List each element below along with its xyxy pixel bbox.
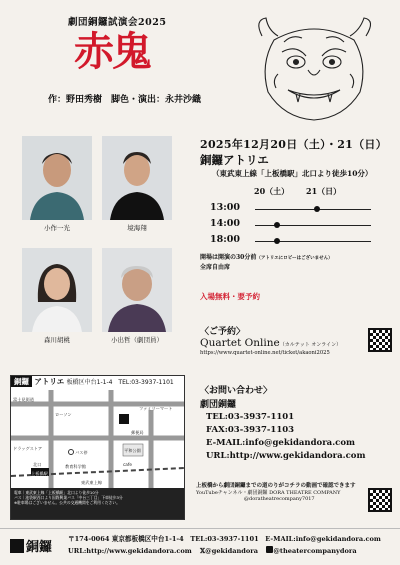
map-address: 板橋区中台1-1-4 TEL:03-3937-1101 [66, 379, 174, 386]
reservation-service [200, 337, 341, 349]
open-note [200, 252, 333, 261]
seating-note: 全席自由席 [200, 264, 231, 271]
landmark-cafe: cafe [123, 462, 132, 467]
schedule-mark-20-1400 [274, 222, 280, 228]
schedule-day-header-2: 21（日） [306, 186, 342, 196]
schedule-row-line-2 [255, 225, 371, 226]
landmark-familymart: ファミリーマート [139, 406, 173, 411]
footer-logo-text: 銅鑼 [26, 540, 53, 555]
youtube-channel: YouTubeチャンネル・劇団銅鑼 DORA THEATRE COMPANY [196, 490, 341, 496]
reservation-heading: 〈ご予約〉 [200, 327, 246, 337]
schedule-mark-20-1800 [274, 238, 280, 244]
cast-name-3: 森川胡桃 [44, 336, 70, 344]
landmark-lawson: ローソン [55, 412, 72, 417]
footer-x-handle[interactable]: @gekidandora [205, 547, 259, 555]
schedule-row-line-1 [255, 209, 371, 210]
map-note-bus: バス｜池袋駅西口より国際興業バス「中台三丁目」下車徒歩3分 [14, 495, 123, 501]
footer-links-line [68, 546, 357, 555]
landmark-drugstore: ドラッグストア [13, 446, 43, 451]
landmark-post-office: 郵便局 [131, 430, 144, 435]
schedule-time-3: 18:00 [210, 234, 240, 245]
event-access: （東武東上線「上板橋駅」北口より徒歩10分） [212, 169, 373, 178]
map-logo: 銅鑼 [11, 376, 32, 387]
inquiry-email[interactable]: E-MAIL:info@gekidandora.com [206, 438, 355, 448]
reservation-service-kana: （カルテット オンライン） [279, 342, 342, 348]
cast-name-1: 小作一光 [44, 224, 70, 232]
cast-photo-2 [102, 136, 172, 220]
play-title: 赤鬼 [74, 28, 150, 75]
cast-photo-1 [22, 136, 92, 220]
inquiry-name: 劇団銅鑼 [200, 400, 237, 410]
inquiry-heading: 〈お問い合わせ〉 [200, 386, 273, 396]
reservation-url[interactable]: https://www.quartet-online.net/ticket/akaoni2025 [200, 350, 330, 356]
youtube-handle: @doratheatrecompany7017 [244, 496, 315, 502]
footer-url[interactable]: URL:http://www.gekidandora.com [68, 547, 192, 555]
cast-name-2: 境海翔 [127, 224, 147, 232]
cast-photo-4 [102, 248, 172, 332]
landmark-park: 平和公園 [124, 448, 141, 453]
access-map [10, 375, 185, 520]
cast-name-4: 小出哲（劇団員） [111, 336, 163, 344]
admission-note: 入場無料・要予約 [200, 292, 260, 301]
map-note-train: 電車｜東武東上線「上板橋駅」北口より徒歩10分 [14, 490, 99, 495]
youtube-note: 上板橋から劇団銅鑼までの道のりがコチラの動画で確認できます [196, 483, 356, 489]
landmark-bus-stop: バス停 [75, 450, 88, 455]
logo-mark-icon [10, 539, 24, 553]
schedule-row-line-3 [255, 241, 371, 242]
map-notes [11, 488, 184, 519]
event-venue: 銅鑼アトリエ [200, 153, 269, 167]
landmark-science-museum: 教育科学館 [65, 464, 86, 469]
schedule-mark-21-1300 [314, 206, 320, 212]
landmark-north-exit: 北口 [33, 462, 42, 467]
inquiry-tel: TEL:03-3937-1101 [206, 412, 295, 422]
map-drawing [11, 390, 184, 488]
footer-address-line: 〒174-0064 東京都板橋区中台1-1-4 TEL:03-3937-1101 E-MAIL:info@gekidandora.com [68, 535, 381, 543]
footer-facebook-handle[interactable]: @theatercompanydora [273, 547, 357, 555]
map-label: アトリエ [34, 377, 65, 386]
reservation-qr-code[interactable] [368, 328, 392, 352]
oni-mask-illustration [244, 14, 384, 124]
schedule-day-header-1: 20（土） [254, 186, 290, 196]
troupe-event: 劇団銅鑼試演会2025 [68, 17, 167, 28]
x-icon: 𝕏 [200, 547, 206, 555]
landmark-railway: 東武東上線 [81, 480, 102, 485]
youtube-qr-code[interactable] [368, 488, 392, 512]
cast-photo-3 [22, 248, 92, 332]
open-note-main: 開場は開演の30分前 [200, 254, 257, 261]
reservation-service-name: Quartet Online [200, 337, 280, 349]
landmark-station: 上板橋駅 [31, 471, 48, 476]
event-date: 2025年12月20日（土）・21（日） [200, 138, 388, 151]
map-note-parking: ※駐車場はございません。公共の交通機関をご利用ください。 [14, 500, 120, 506]
schedule-time-2: 14:00 [210, 218, 240, 229]
credits: 作：野田秀樹 脚色・演出：永井沙織 [48, 95, 202, 105]
inquiry-fax: FAX:03-3937-1103 [206, 425, 295, 435]
map-header [11, 376, 184, 390]
footer-logo [10, 536, 52, 555]
open-note-small: （アトリエにロビーはございません） [256, 256, 333, 261]
inquiry-url[interactable]: URL:http://www.gekidandora.com [206, 451, 366, 461]
schedule-time-1: 13:00 [210, 202, 240, 213]
landmark-road: 富士見街道 [13, 397, 34, 402]
